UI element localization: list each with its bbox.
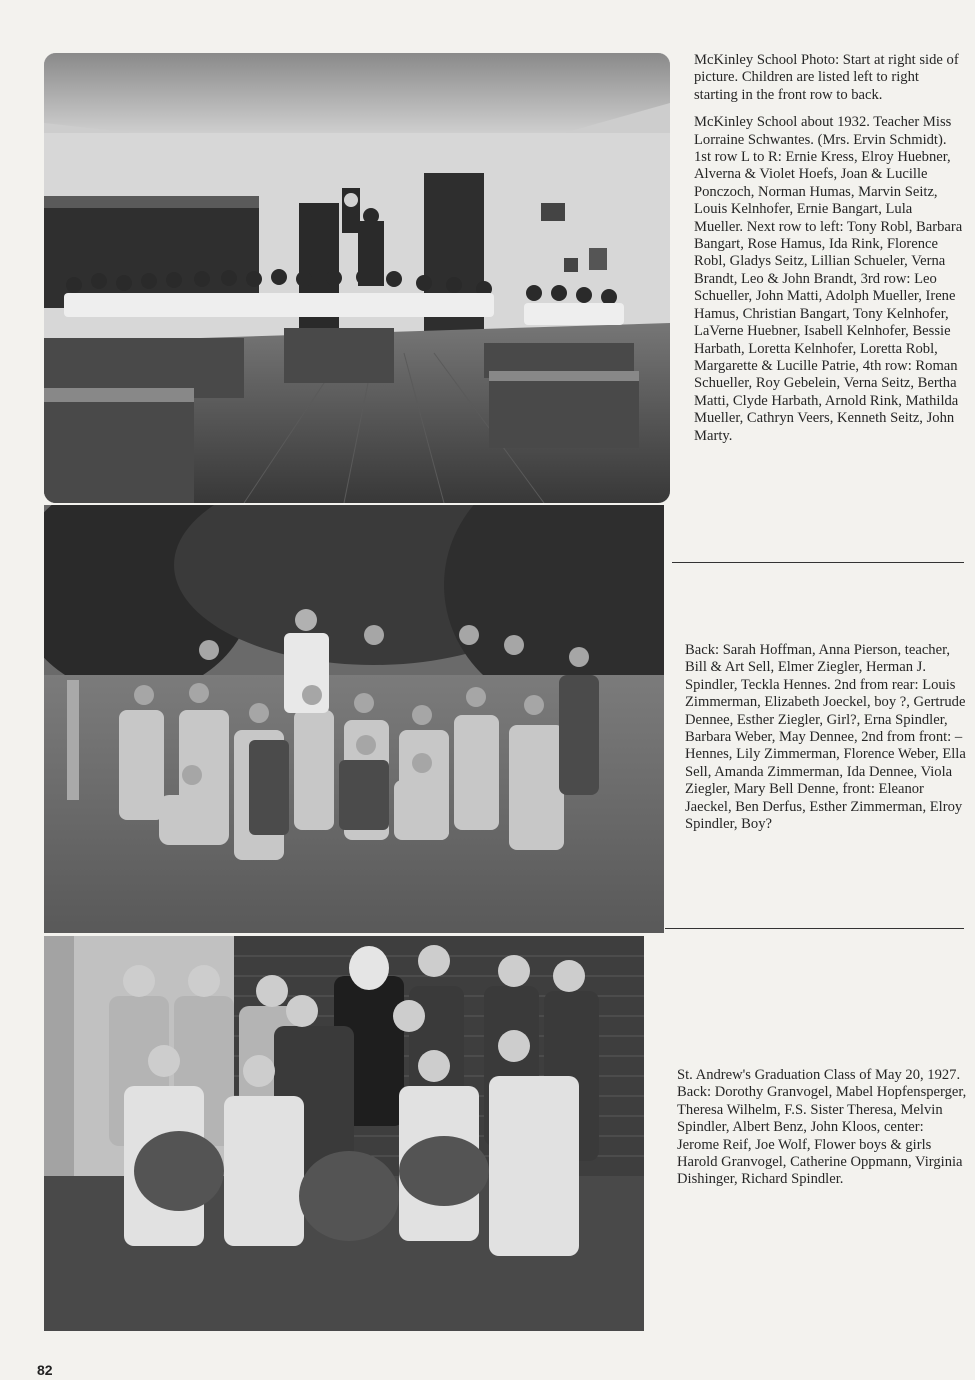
outdoor-caption	[685, 642, 967, 833]
classroom-photo-image	[44, 53, 670, 503]
graduation-photo-image	[44, 936, 644, 1331]
graduation-photo	[44, 936, 644, 1331]
mckinley-names-text: McKinley School about 1932. Teacher Miss Lorraine Schwantes. (Mrs. Ervin Schmidt). 1st row L to R: Ernie Kress, Elroy Huebner, Alverna & Violet Hoefs, Joan & Lucille Ponczoch, Norman Humas, Marvin Seitz, Louis Kelnhofer, Ernie Bangart, Lula Mueller. Next row to left: Tony Robl, Barbara Bangart, Rose Hamus, Ida Rink, Florence Robl, Gladys Seitz, Lillian Schueler, Verna Brandt, Leo & John Brandt, 3rd row: Leo Schueller, John Matti, Adolph Mueller, Irene Hamus, Christian Bangart, Tony Kelnhofer, LaVerne Huebner, Isabell Kelnhofer, Bessie Harbath, Loretta Kelnhofer, Loretta Robl, Margarette & Lucille Patrie, 4th row: Roman Schueller, Roy Gebelein, Verna Seitz, Bertha Matti, Clyde Harbath, Arnold Rink, Mathilda Mueller, Cathryn Veers, Kenneth Seitz, John Marty.	[694, 114, 963, 444]
mckinley-intro-text: McKinley School Photo: Start at right side of picture. Children are listed left to right starting in the front row to back.	[694, 52, 959, 103]
graduation-caption	[677, 1067, 967, 1189]
mckinley-caption	[694, 52, 964, 445]
outdoor-group-photo	[44, 505, 664, 933]
graduation-names-text: St. Andrew's Graduation Class of May 20, 1927. Back: Dorothy Granvogel, Mabel Hopfensperger, Theresa Wilhelm, F.S. Sister Theresa, Melvin Spindler, Albert Benz, John Kloos, center: Jerome Reif, Joe Wolf, Flower boys & girls Harold Granvogel, Catherine Oppmann, Virginia Dishinger, Richard Spindler.	[677, 1067, 967, 1188]
caption-divider-1	[672, 562, 964, 563]
outdoor-names-text: Back: Sarah Hoffman, Anna Pierson, teacher, Bill & Art Sell, Elmer Ziegler, Herman J. Spindler, Teckla Hennes. 2nd from rear: Louis Zimmerman, Elizabeth Joeckel, boy ?, Gertrude Dennee, Esther Ziegler, Girl?, Erna Spindler, Barbara Weber, May Dennee, 2nd from front: – Hennes, Lily Zimmerman, Florence Weber, Ella Sell, Amanda Zimmerman, Ida Dennee, Viola Ziegler, Mary Bell Denne, front: Eleanor Jaeckel, Ben Derfus, Esther Zimmerman, Elroy Spindler, Boy?	[685, 642, 966, 833]
classroom-photo	[44, 53, 670, 503]
caption-divider-2	[665, 928, 964, 929]
outdoor-group-photo-image	[44, 505, 664, 933]
page-number: 82	[37, 1362, 53, 1378]
